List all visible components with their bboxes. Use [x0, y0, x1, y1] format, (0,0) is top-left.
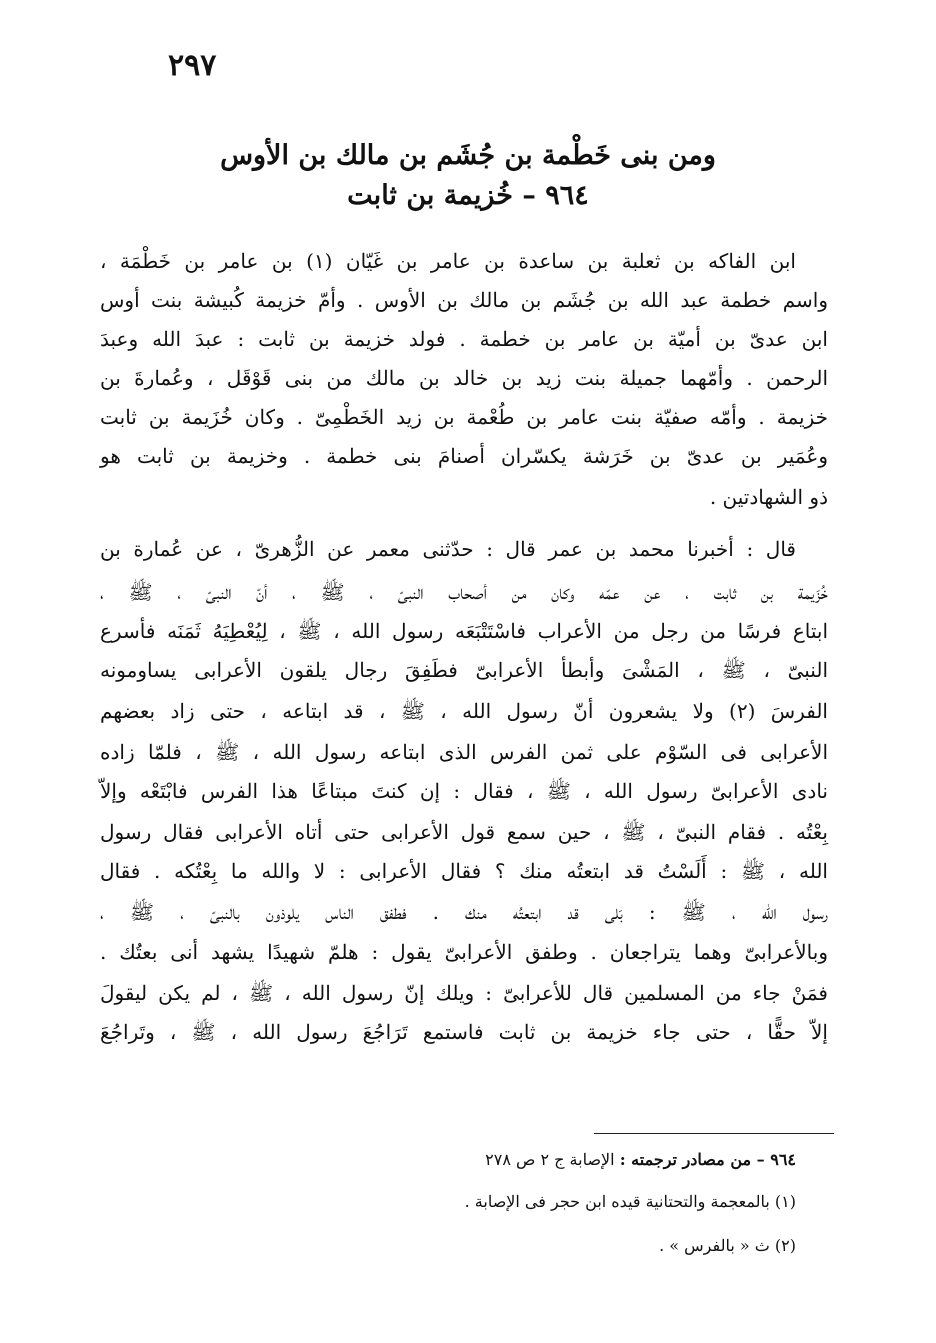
body-line: فمَنْ جاء من المسلمين قال للأعرابىّ : ويلك إنّ رسول الله ، ﷺ ، لم يكن ليقولَ: [100, 981, 828, 1005]
body-line: الفرسَ (٢) ولا يشعرون أنّ رسول الله ، ﷺ ، قد ابتاعه ، حتى زاد بعضهم: [100, 699, 828, 723]
body-line: قال : أخبرنا محمد بن عمر قال : حدّثنى معمر عن الزُّهرىّ ، عن عُمارة بن: [100, 537, 796, 561]
footnote-sources-text: الإصابة ج ٢ ص ٢٧٨: [485, 1150, 620, 1169]
body-line: واسم خطمة عبد الله بن جُشَم بن مالك بن الأوس . وأمّ خزيمة كُبيشة بنت أوس: [100, 288, 828, 312]
footnote-divider: [594, 1133, 834, 1134]
footnote-sources-title: ٩٦٤ – من مصادر ترجمته :: [619, 1150, 796, 1169]
body-line: بِعْتُه . فقام النبىّ ، ﷺ ، حين سمع قول الأعرابى حتى أتاه الأعرابى فقال رسول: [100, 820, 828, 844]
body-line: الرحمن . وأمّهما جميلة بنت زيد بن خالد بن مالك من بنى قَوْقَل ، وعُمارةَ بن: [100, 366, 828, 390]
body-line: إلاّ حقًّا ، حتى جاء خزيمة بن ثابت فاستمع تَرَاجُعَ رسول الله ، ﷺ ، وتَراجُعَ: [100, 1020, 828, 1044]
body-line: ذو الشهادتين .: [709, 485, 828, 509]
body-line: ابتاع فرسًا من رجل من الأعراب فاسْتَتْبَعَه رسول الله ، ﷺ ، لِيُعْطِيَهُ ثَمَنَه فأسرع: [100, 619, 828, 643]
body-line: خزيمة . وأمّه صفيّة بنت عامر بن طُعْمة بن زيد الخَطْمِىّ . وكان خُزَيمة بن ثابت: [100, 405, 828, 429]
body-line: الله ، ﷺ : أَلَسْتُ قد ابتعتُه منك ؟ فقال الأعرابى : لا والله ما بِعْتُكه . فقال: [100, 859, 828, 883]
body-line: وعُمَير بن عدىّ بن خَرَشة يكسّران أصنامَ بنى خطمة . وخزيمة بن ثابت هو: [100, 444, 829, 468]
body-line: الأعرابى فى السّوْم على ثمن الفرس الذى ابتاعه رسول الله ، ﷺ ، فلمّا زاده: [100, 740, 828, 764]
footnote-sources: [485, 1150, 796, 1169]
body-line: نادى الأعرابىّ رسول الله ، ﷺ ، فقال : إن كنتَ مبتاعًا هذا الفرس فابْتَعْه وإلاّ: [100, 779, 828, 803]
footnote-2: (٢) ث « بالفرس » .: [659, 1236, 796, 1255]
body-line: ابن الفاكه بن ثعلبة بن ساعدة بن عامر بن غَيّان (١) بن عامر بن خَطْمَة ،: [100, 249, 796, 273]
footnote-1: (١) بالمعجمة والتحتانية قيده ابن حجر فى الإصابة .: [464, 1192, 796, 1211]
section-heading: ومن بنى خَطْمة بن جُشَم بن مالك بن الأوس: [220, 140, 716, 171]
body-line: خُزَيمة بن ثابت ، عن عمّه وكان من أصحاب النبىّ ، ﷺ ، أنّ النبىّ ، ﷺ ،: [100, 580, 828, 604]
body-line: ابن عدىّ بن أميّة بن عامر بن خطمة . فولد خزيمة بن ثابت : عبدَ الله وعبدَ: [100, 327, 828, 351]
page-number: ٢٩٧: [168, 48, 217, 83]
entry-heading: ٩٦٤ – خُزيمة بن ثابت: [347, 180, 589, 211]
body-line: وبالأعرابىّ وهما يتراجعان . وطفق الأعرابىّ يقول : هلمّ شهيدًا يشهد أنى بعتُك .: [100, 940, 828, 964]
body-line: النبىّ ، ﷺ ، المَشْىَ وأبطأ الأعرابىّ فطَفِقَ رجال يلقون الأعرابى يساومونه: [100, 658, 828, 682]
body-line: رسول الله ، ﷺ : بَلى قد ابتعتُه منك . فطفق الناس يلوذون بالنبىّ ، ﷺ ،: [100, 900, 828, 924]
